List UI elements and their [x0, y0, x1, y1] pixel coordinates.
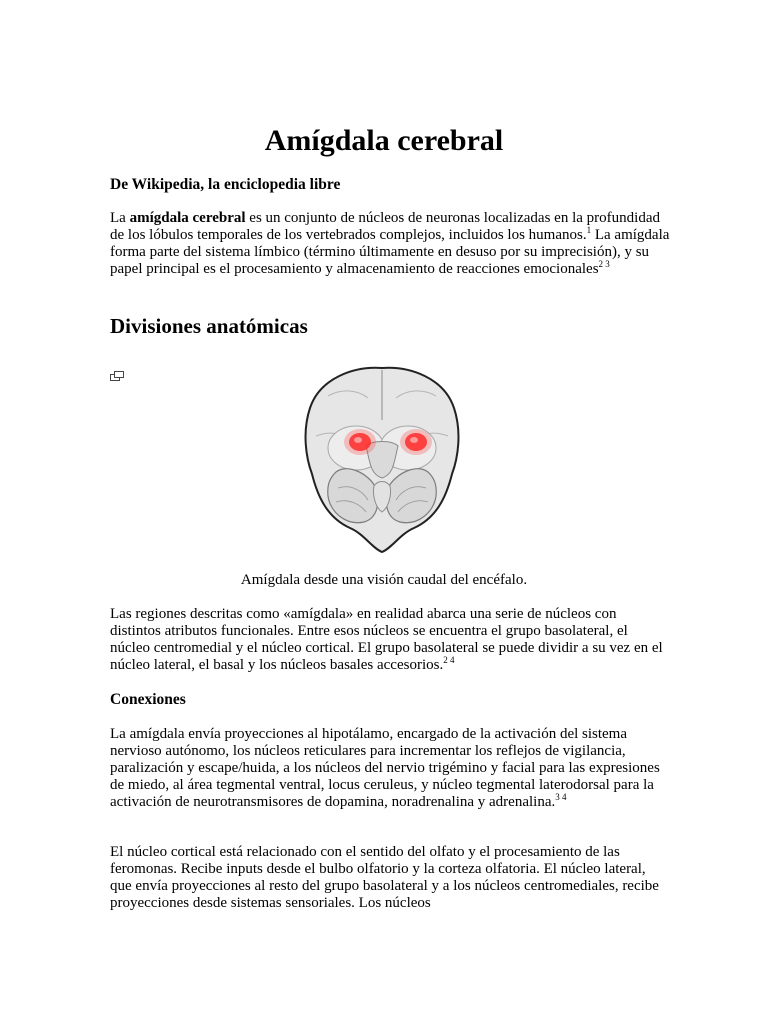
divisiones-paragraph [110, 606, 670, 674]
conexiones-ref-1[interactable]: 3 4 [555, 792, 567, 802]
intro-ref-2[interactable]: 2 3 [598, 259, 610, 269]
conexiones-paragraph-1 [110, 726, 670, 811]
divisiones-text: Las regiones descritas como «amígdala» en realidad abarca una serie de núcleos con distintos atributos funcionales. Entre esos núcleos se encuentra el grupo basolateral, el núcleo centromedial y el núcleo cortical. El grupo basolateral se puede dividir a su vez en el núcleo lateral, el basal y los núcleos basales accesorios. [110, 606, 663, 673]
image-placeholder-icon[interactable] [110, 370, 124, 382]
intro-paragraph [110, 210, 670, 278]
divisiones-ref[interactable]: 2 4 [443, 655, 455, 665]
brain-caudal-view-image [298, 362, 466, 558]
intro-bold-term: amígdala cerebral [129, 210, 246, 226]
intro-text-1: es un conjunto de núcleos de neuronas localizadas en la profundidad de los lóbulos temporales de los vertebrados complejos, incluidos los humanos. [110, 210, 660, 243]
section-heading-conexiones: Conexiones [110, 691, 186, 708]
figure-caption: Amígdala desde una visión caudal del encéfalo. [240, 572, 528, 588]
page-title: Amígdala cerebral [264, 124, 504, 157]
intro-ref-1[interactable]: 1 [586, 225, 592, 235]
conexiones-text-1: La amígdala envía proyecciones al hipotálamo, encargado de la activación del sistema nervioso autónomo, los núcleos reticulares para incrementar los reflejos de vigilancia, paralización y escape/huida, a los núcleos del nervio trigémino y facial para las expresiones de miedo, al área tegmental ventral, locus ceruleus, y núcleo tegmental laterodorsal para la activación de neurotransmisores de dopamina, noradrenalina y adrenalina. [110, 726, 660, 810]
page-subtitle: De Wikipedia, la enciclopedia libre [110, 176, 341, 193]
conexiones-paragraph-2: El núcleo cortical está relacionado con el sentido del olfato y el procesamiento de las feromonas. Recibe inputs desde el bulbo olfatorio y la corteza olfatoria. El núcleo lateral, que envía proyecciones al resto del grupo basolateral y a los núcleos centromediales, recibe proyecciones desde sistemas sensoriales. Los núcleos [110, 844, 659, 911]
amygdala-left-highlight [344, 429, 376, 455]
amygdala-right-highlight [400, 429, 432, 455]
section-heading-divisiones: Divisiones anatómicas [110, 314, 308, 338]
intro-text-2: La amígdala forma parte del sistema límbico (término últimamente en desuso por su imprecisión), y su papel principal es el procesamiento y almacenamiento de reacciones emocionales [110, 227, 670, 277]
intro-lead: La [110, 210, 130, 226]
